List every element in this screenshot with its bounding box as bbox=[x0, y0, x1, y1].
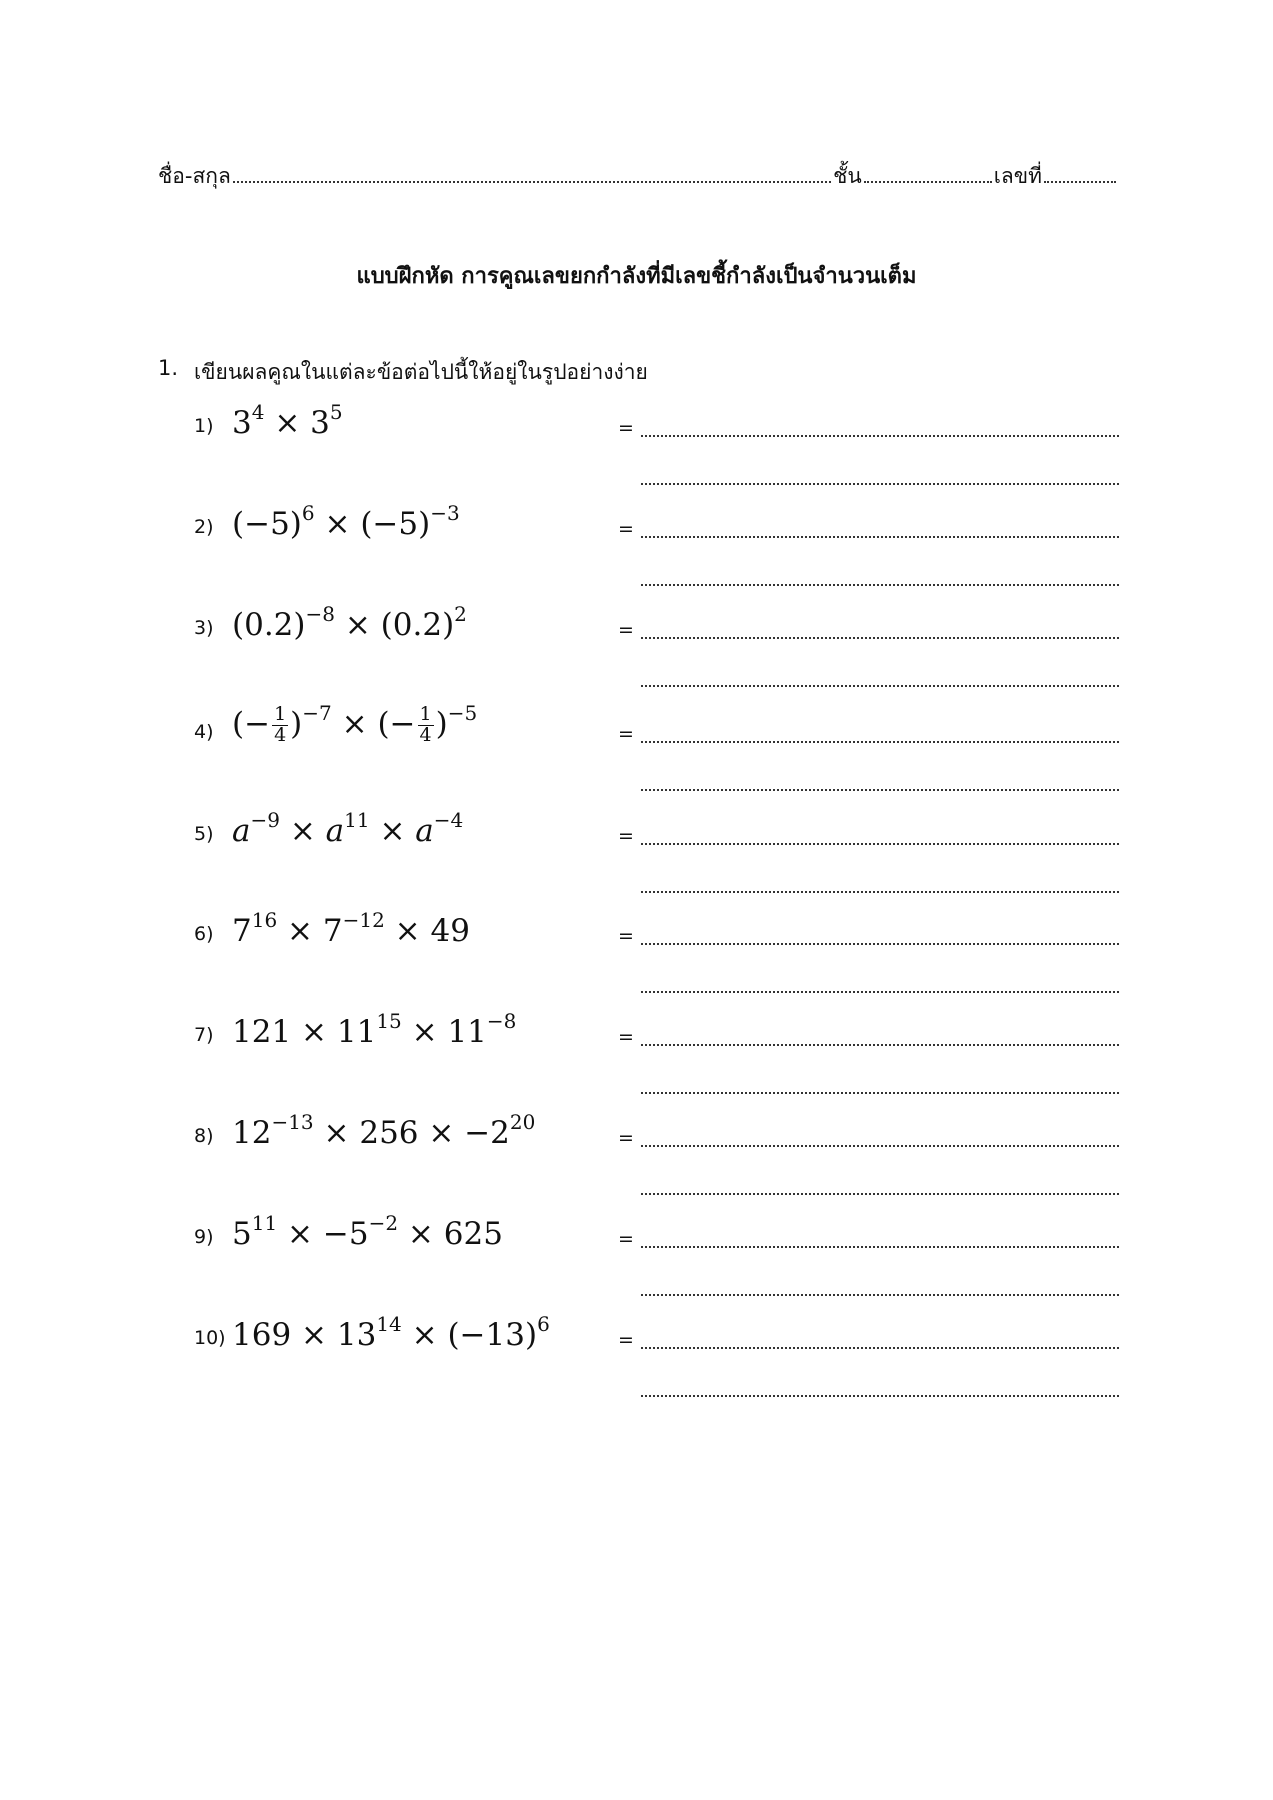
answer-line[interactable] bbox=[641, 875, 1119, 893]
answer-line[interactable] bbox=[641, 669, 1119, 687]
problem-number: 1) bbox=[194, 415, 214, 437]
problem-4 bbox=[0, 700, 1273, 811]
problem-expression: $121 \times 11^{15} \times 11^{-8}$ bbox=[232, 1009, 517, 1050]
problem-number: 3) bbox=[194, 617, 214, 639]
problem-expression: $3^4 \times 3^5$ bbox=[232, 400, 343, 441]
number-label: เลขที่ bbox=[993, 164, 1042, 188]
fraction: $\frac{1}{4}$ bbox=[419, 703, 432, 746]
answer-line[interactable] bbox=[641, 1076, 1119, 1094]
class-blank[interactable] bbox=[864, 161, 992, 183]
name-label: ชื่อ-สกุล bbox=[158, 164, 231, 188]
instruction bbox=[158, 356, 648, 389]
problem-number: 6) bbox=[194, 923, 214, 945]
answer-line[interactable] bbox=[641, 467, 1119, 485]
class-label: ชั้น bbox=[833, 164, 862, 188]
problem-expression: $169 \times 13^{14} \times (-13)^6$ bbox=[232, 1312, 550, 1353]
problem-2 bbox=[0, 501, 1273, 606]
problem-3 bbox=[0, 602, 1273, 707]
answer-line[interactable] bbox=[641, 621, 1119, 639]
equals-sign: = bbox=[618, 925, 634, 947]
answer-line[interactable] bbox=[641, 827, 1119, 845]
equals-sign: = bbox=[618, 619, 634, 641]
student-info-line bbox=[158, 160, 1118, 193]
equals-sign: = bbox=[618, 1026, 634, 1048]
answer-line[interactable] bbox=[641, 520, 1119, 538]
problem-expression: $a^{-9} \times a^{11} \times a^{-4}$ bbox=[232, 808, 464, 849]
problem-6 bbox=[0, 908, 1273, 1013]
answer-line[interactable] bbox=[641, 1331, 1119, 1349]
problem-number: 8) bbox=[194, 1125, 214, 1147]
answer-line[interactable] bbox=[641, 419, 1119, 437]
problem-expression: $(0.2)^{-8} \times (0.2)^2$ bbox=[232, 602, 467, 643]
number-blank[interactable] bbox=[1044, 161, 1116, 183]
problem-expression: $5^{11} \times -5^{-2} \times 625$ bbox=[232, 1211, 503, 1252]
answer-line[interactable] bbox=[641, 1177, 1119, 1195]
problem-number: 2) bbox=[194, 516, 214, 538]
equals-sign: = bbox=[618, 1228, 634, 1250]
problem-1 bbox=[0, 400, 1273, 505]
answer-line[interactable] bbox=[641, 927, 1119, 945]
problem-8 bbox=[0, 1110, 1273, 1215]
name-blank[interactable] bbox=[233, 161, 831, 183]
equals-sign: = bbox=[618, 417, 634, 439]
instruction-number: 1. bbox=[158, 356, 179, 380]
problem-number: 7) bbox=[194, 1024, 214, 1046]
problem-expression: $(-5)^6 \times (-5)^{-3}$ bbox=[232, 501, 460, 542]
page-title: แบบฝึกหัด การคูณเลขยกกำลังที่มีเลขชี้กำลังเป็นจำนวนเต็ม bbox=[356, 264, 917, 289]
problem-expression: (− $\frac{1}{4}$ )$^{-7}$ × (− $\frac{1}{4}$ )$^{-5}$ bbox=[232, 700, 478, 746]
answer-line[interactable] bbox=[641, 773, 1119, 791]
equals-sign: = bbox=[618, 723, 634, 745]
problem-9 bbox=[0, 1211, 1273, 1316]
problem-7 bbox=[0, 1009, 1273, 1114]
answer-line[interactable] bbox=[641, 1278, 1119, 1296]
equals-sign: = bbox=[618, 825, 634, 847]
equals-sign: = bbox=[618, 518, 634, 540]
instruction-text: เขียนผลคูณในแต่ละข้อต่อไปนี้ให้อยู่ในรูปอย่างง่าย bbox=[194, 360, 648, 384]
answer-line[interactable] bbox=[641, 568, 1119, 586]
answer-line[interactable] bbox=[641, 1379, 1119, 1397]
problem-number: 4) bbox=[194, 721, 214, 743]
equals-sign: = bbox=[618, 1329, 634, 1351]
problem-number: 9) bbox=[194, 1226, 214, 1248]
answer-line[interactable] bbox=[641, 975, 1119, 993]
fraction: $\frac{1}{4}$ bbox=[274, 703, 287, 746]
problem-number: 5) bbox=[194, 823, 214, 845]
answer-line[interactable] bbox=[641, 725, 1119, 743]
problem-10 bbox=[0, 1312, 1273, 1417]
problem-expression: $12^{-13} \times 256 \times -2^{20}$ bbox=[232, 1110, 536, 1151]
problem-5 bbox=[0, 808, 1273, 913]
problem-expression: $7^{16} \times 7^{-12} \times 49$ bbox=[232, 908, 470, 949]
answer-line[interactable] bbox=[641, 1028, 1119, 1046]
answer-line[interactable] bbox=[641, 1129, 1119, 1147]
answer-line[interactable] bbox=[641, 1230, 1119, 1248]
equals-sign: = bbox=[618, 1127, 634, 1149]
problem-number: 10) bbox=[194, 1327, 226, 1349]
